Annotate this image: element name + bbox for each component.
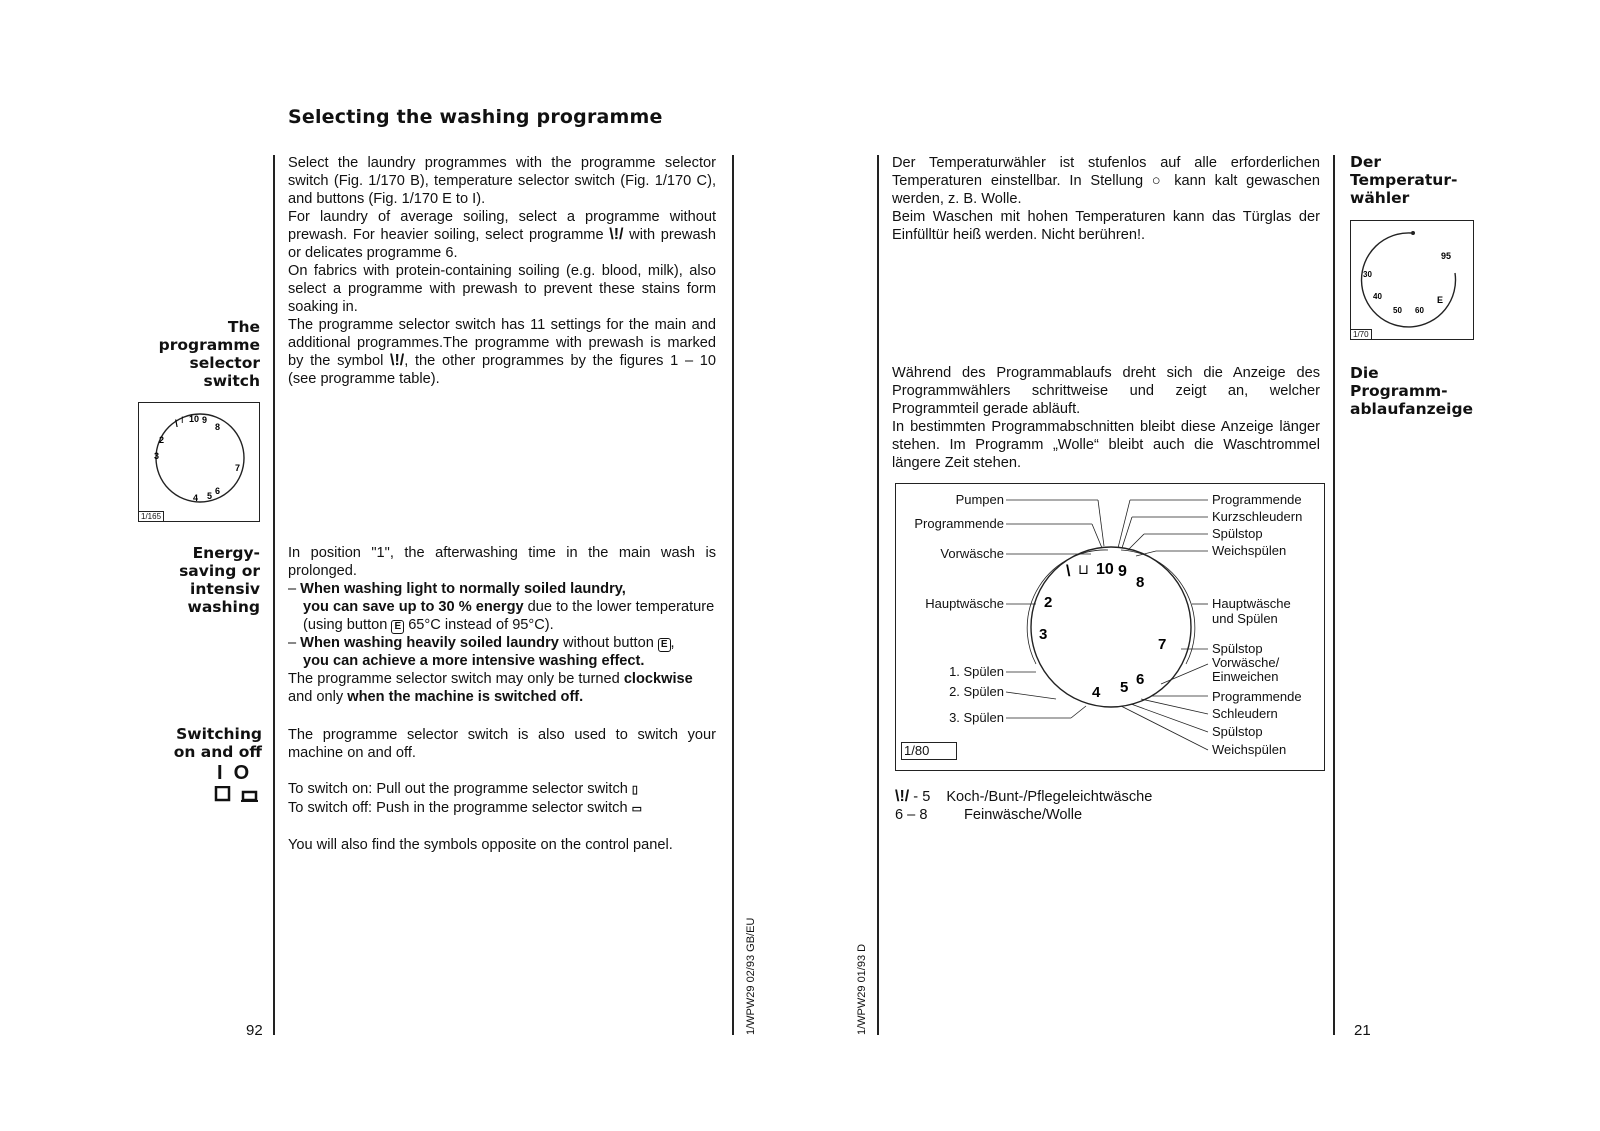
svg-text:60: 60 xyxy=(1415,306,1424,315)
e-button-icon: E xyxy=(391,620,404,634)
selector-dial-illustration xyxy=(139,403,259,521)
svg-text:E: E xyxy=(1437,295,1444,305)
paragraph-clockwise-text: The programme selector switch may only be turned xyxy=(288,671,620,687)
paragraph-eleven-settings-text: The programme selector switch has 11 settings for the main and additional programmes.The programme with prewash is marked by the symbol xyxy=(288,317,716,369)
diagram-label-3-spuelen: 3. Spülen xyxy=(949,710,1004,725)
temperature-text-block xyxy=(892,154,1320,244)
svg-text:8: 8 xyxy=(215,422,221,432)
svg-text:95: 95 xyxy=(1441,251,1452,261)
svg-text:10: 10 xyxy=(189,414,200,424)
legend-row-2 xyxy=(895,806,1152,824)
diagram-label-schleudern: Schleudern xyxy=(1212,706,1278,721)
paragraph-switch-on xyxy=(288,780,716,799)
svg-text:6: 6 xyxy=(215,486,221,496)
paragraph-door-glass-warning: Beim Waschen mit hohen Temperaturen kann das Türglas der Einfülltür heiß werden. Nicht berühren!. xyxy=(892,209,1320,243)
diagram-figure-tag: 1/80 xyxy=(901,742,957,760)
paragraph-switch-off xyxy=(288,799,716,818)
svg-text:9: 9 xyxy=(202,415,208,425)
page-number-left: 92 xyxy=(246,1022,263,1039)
svg-text:2: 2 xyxy=(159,435,165,445)
energy-bullet-heavy-heading: When washing heavily soiled laundry xyxy=(300,635,559,651)
paragraph-longer-stop: In bestimmten Programmabschnitten bleibt diese Anzeige länger stehen. Im Programm „Wolle“ bleibt auch die Waschtrommel längere Zeit stehen. xyxy=(892,419,1320,471)
temperature-dial-figure xyxy=(1350,220,1474,340)
svg-text:7: 7 xyxy=(1158,636,1167,653)
programme-legend xyxy=(895,788,1152,824)
diagram-label-programmende-left: Programmende xyxy=(914,516,1004,531)
diagram-label-programmende-right: Programmende xyxy=(1212,492,1302,507)
intensive-washing-claim: you can achieve a more intensive washing effect. xyxy=(303,653,645,669)
energy-saving-temperatures: 65°C instead of 95°C). xyxy=(408,617,554,633)
left-page-edge-rule xyxy=(732,155,734,1035)
diagram-label-spuelstop-2: Spülstop xyxy=(1212,641,1263,656)
paragraph-eleven-settings-end: , the other programmes by the figures 1 – 10 (see programme table). xyxy=(288,353,716,387)
diagram-label-programmende-2: Programmende xyxy=(1212,689,1302,704)
diagram-label-1-spuelen: 1. Spülen xyxy=(949,664,1004,679)
svg-text:4: 4 xyxy=(193,493,199,503)
energy-bullet-light-detail xyxy=(288,598,716,634)
right-page-edge-rule xyxy=(877,155,879,1035)
switched-off-emphasis: when the machine is switched off. xyxy=(347,689,584,705)
paragraph-clockwise xyxy=(288,670,716,706)
paragraph-sequence-indicator: Während des Programmablaufs dreht sich die Anzeige des Programmwählers schrittweise und zeigt an, welcher Programmteil gerade abläuft. xyxy=(892,365,1320,417)
diagram-label-pumpen: Pumpen xyxy=(955,492,1004,507)
diagram-label-spuelstop-3: Spülstop xyxy=(1212,724,1263,739)
temperature-dial-illustration xyxy=(1351,221,1473,339)
svg-text:4: 4 xyxy=(1092,684,1101,701)
on-off-symbols: I O xyxy=(217,762,250,784)
e-button-icon: E xyxy=(658,638,671,652)
diagram-label-hauptwaesche: Hauptwäsche xyxy=(925,596,1004,611)
switch-off-icon: ▭ xyxy=(631,803,643,815)
left-column-rule xyxy=(273,155,275,1035)
paragraph-average-soiling-end: with prewash or delicates programme 6. xyxy=(288,227,716,261)
side-heading-selector-switch: The programme selector switch xyxy=(158,318,260,390)
svg-text:2: 2 xyxy=(1044,594,1053,611)
on-off-switch-icons xyxy=(214,786,262,807)
paragraph-protein-soiling: On fabrics with protein-containing soiling (e.g. blood, milk), also select a programme with prewash to prevent these stains form soaking in. xyxy=(288,263,716,315)
energy-saving-detail: due to the lower temperature (using button xyxy=(303,599,715,633)
side-heading-sequence-indicator: Die Programm- ablaufanzeige xyxy=(1350,364,1474,418)
diagram-label-weichspuelen-1: Weichspülen xyxy=(1212,543,1287,558)
svg-text:9: 9 xyxy=(1118,563,1127,580)
diagram-label-kurzschleudern: Kurzschleudern xyxy=(1212,509,1303,524)
paragraph-average-soiling xyxy=(288,208,716,262)
paragraph-switch-off-text: To switch off: Push in the programme selector switch xyxy=(288,800,628,816)
paragraph-switch-on-text: To switch on: Pull out the programme selector switch xyxy=(288,781,628,797)
side-heading-energy: Energy- saving or intensiv washing xyxy=(179,544,260,616)
sequence-text-block xyxy=(892,364,1320,472)
paragraph-average-soiling-text: For laundry of average soiling, select a programme without prewash. For heavier soiling, select programme xyxy=(288,209,716,243)
footer-code-left: 1/WPW29 02/93 GB/EU xyxy=(745,917,757,1035)
svg-text:8: 8 xyxy=(1136,574,1145,591)
energy-bullet-heavy-detail: without button xyxy=(562,635,654,651)
switch-on-icon: ▯ xyxy=(631,784,638,796)
energy-bullet-light-heading: When washing light to normally soiled laundry, xyxy=(300,581,626,597)
diagram-label-vorwaesche: Vorwäsche xyxy=(940,546,1004,561)
legend-range-2: 6 – 8 xyxy=(895,807,928,823)
svg-text:I: I xyxy=(181,415,184,425)
svg-text:40: 40 xyxy=(1373,292,1382,301)
side-heading-on-off: Switching on and off xyxy=(173,725,262,761)
side-heading-temperature: Der Temperatur- wähler xyxy=(1350,153,1458,207)
energy-text-block xyxy=(288,544,716,706)
svg-text:7: 7 xyxy=(235,463,241,473)
svg-text:5: 5 xyxy=(207,491,213,501)
legend-text-1: Koch-/Bunt-/Pflegeleichtwäsche xyxy=(946,789,1153,805)
paragraph-clockwise-and-only: and only xyxy=(288,689,344,705)
svg-text:6: 6 xyxy=(1136,671,1145,688)
intro-text-block xyxy=(288,154,716,388)
programme-sequence-diagram xyxy=(895,483,1325,771)
svg-text:3: 3 xyxy=(1039,626,1048,643)
figure-tag: 1/70 xyxy=(1350,329,1372,340)
page-title: Selecting the washing programme xyxy=(288,106,663,128)
svg-text:⊔: ⊔ xyxy=(1078,561,1089,577)
figure-tag: 1/165 xyxy=(138,511,164,522)
energy-saving-claim: you can save up to 30 % energy xyxy=(303,599,524,615)
svg-text:\: \ xyxy=(1066,563,1071,580)
paragraph-afterwashing: In position "1", the afterwashing time in the main wash is prolonged. xyxy=(288,545,716,579)
svg-text:30: 30 xyxy=(1363,270,1372,279)
right-column-rule xyxy=(1333,155,1335,1035)
selector-switch-figure xyxy=(138,402,260,522)
paragraph-symbols-panel: You will also find the symbols opposite on the control panel. xyxy=(288,837,673,853)
prewash-icon: \!/ xyxy=(609,226,624,243)
svg-text:50: 50 xyxy=(1393,306,1402,315)
prewash-icon: \!/ xyxy=(895,788,910,805)
svg-text:10: 10 xyxy=(1096,561,1114,578)
diagram-label-vorwaesche-einweichen: Vorwäsche/ Einweichen xyxy=(1212,655,1280,684)
legend-range-1: - 5 xyxy=(913,789,931,805)
legend-text-2: Feinwäsche/Wolle xyxy=(964,807,1083,823)
paragraph-select-programmes: Select the laundry programmes with the programme selector switch (Fig. 1/170 B), temperature selector switch (Fig. 1/170 C), and buttons (Fig. 1/170 E to I). xyxy=(288,155,716,207)
diagram-label-spuelstop-1: Spülstop xyxy=(1212,526,1263,541)
diagram-label-hauptwaesche-spuelen: Hauptwäsche und Spülen xyxy=(1212,596,1291,626)
legend-row-1 xyxy=(895,788,1152,806)
prewash-icon: \!/ xyxy=(390,352,405,369)
on-off-text-block xyxy=(288,726,716,854)
svg-text:3: 3 xyxy=(154,451,160,461)
diagram-label-weichspuelen-2: Weichspülen xyxy=(1212,742,1287,757)
svg-text:\: \ xyxy=(175,419,178,430)
page-number-right: 21 xyxy=(1354,1022,1371,1039)
paragraph-eleven-settings xyxy=(288,316,716,388)
paragraph-switch-on-off: The programme selector switch is also used to switch your machine on and off. xyxy=(288,727,716,761)
energy-bullet-heavy: – When washing heavily soiled laundry without button E , xyxy=(288,635,675,651)
footer-code-right: 1/WPW29 01/93 D xyxy=(856,943,868,1035)
clockwise-emphasis: clockwise xyxy=(623,671,693,687)
diagram-label-2-spuelen: 2. Spülen xyxy=(949,684,1004,699)
energy-bullet-light: – When washing light to normally soiled laundry, xyxy=(288,581,626,597)
svg-text:5: 5 xyxy=(1120,679,1129,696)
paragraph-temperature-selector: Der Temperaturwähler ist stufenlos auf alle erforderlichen Temperaturen einstellbar. In Stellung ○ kann kalt gewaschen werden, z. B. Wolle. xyxy=(892,155,1320,207)
